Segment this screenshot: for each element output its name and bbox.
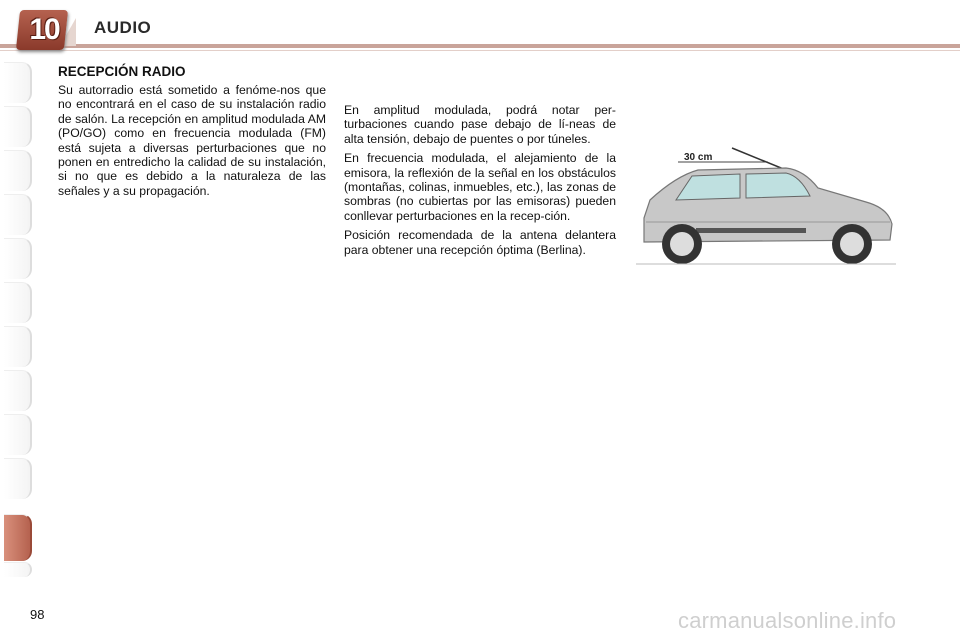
side-tab[interactable] bbox=[4, 194, 32, 235]
watermark: carmanualsonline.info bbox=[678, 608, 897, 633]
car-illustration bbox=[636, 140, 896, 270]
side-tab[interactable] bbox=[4, 150, 32, 191]
paragraph: En frecuencia modulada, el alejamiento de la emisora, la reflexión de la señal en los obstáculos (montañas, colinas, inmuebles, etc.), las zonas de sombras (no cubiertas por las emisoras) pueden conllevar perturbaciones en la recep-ción. bbox=[344, 151, 616, 223]
car-hubcap-front bbox=[840, 232, 864, 256]
side-chapter-tabs bbox=[0, 62, 34, 582]
side-tab[interactable] bbox=[4, 326, 32, 367]
paragraph: Su autorradio está sometido a fenóme-nos que no encontrará en el caso de su instalación radio de salón. La recepción en amplitud modulada AM (PO/GO) como en frecuencia modulada (FM) está sujeta a diversas perturbaciones que no ponen en entredicho la calidad de su instalación, si no que es debido a la naturaleza de las señales y a su propagación. bbox=[58, 83, 326, 198]
car-hubcap-rear bbox=[670, 232, 694, 256]
measurement-label: 30 cm bbox=[684, 152, 713, 163]
side-tab[interactable] bbox=[4, 370, 32, 411]
chapter-number: 10 bbox=[29, 13, 59, 46]
side-tab[interactable] bbox=[4, 282, 32, 323]
side-tab[interactable] bbox=[4, 414, 32, 455]
side-tab[interactable] bbox=[4, 238, 32, 279]
section-title: AUDIO bbox=[94, 18, 152, 37]
side-tab-active[interactable] bbox=[4, 514, 32, 561]
side-tab[interactable] bbox=[4, 458, 32, 499]
side-tab[interactable] bbox=[4, 106, 32, 147]
paragraph: En amplitud modulada, podrá notar per-turbaciones cuando pase debajo de lí-neas de alta tensión, debajo de puentes o por túneles. bbox=[344, 103, 616, 146]
side-tab[interactable] bbox=[4, 62, 32, 103]
section-heading: RECEPCIÓN RADIO bbox=[58, 64, 186, 79]
side-tab[interactable] bbox=[4, 562, 32, 577]
header-rule bbox=[0, 44, 960, 48]
car-side-strip bbox=[696, 228, 806, 233]
text-column-left bbox=[58, 83, 326, 203]
header-rule-thin bbox=[0, 50, 960, 51]
paragraph: Posición recomendada de la antena delantera para obtener una recepción óptima (Berlina). bbox=[344, 228, 616, 257]
page-number: 98 bbox=[30, 607, 45, 622]
text-column-middle bbox=[344, 103, 616, 262]
antenna-icon bbox=[732, 148, 786, 170]
